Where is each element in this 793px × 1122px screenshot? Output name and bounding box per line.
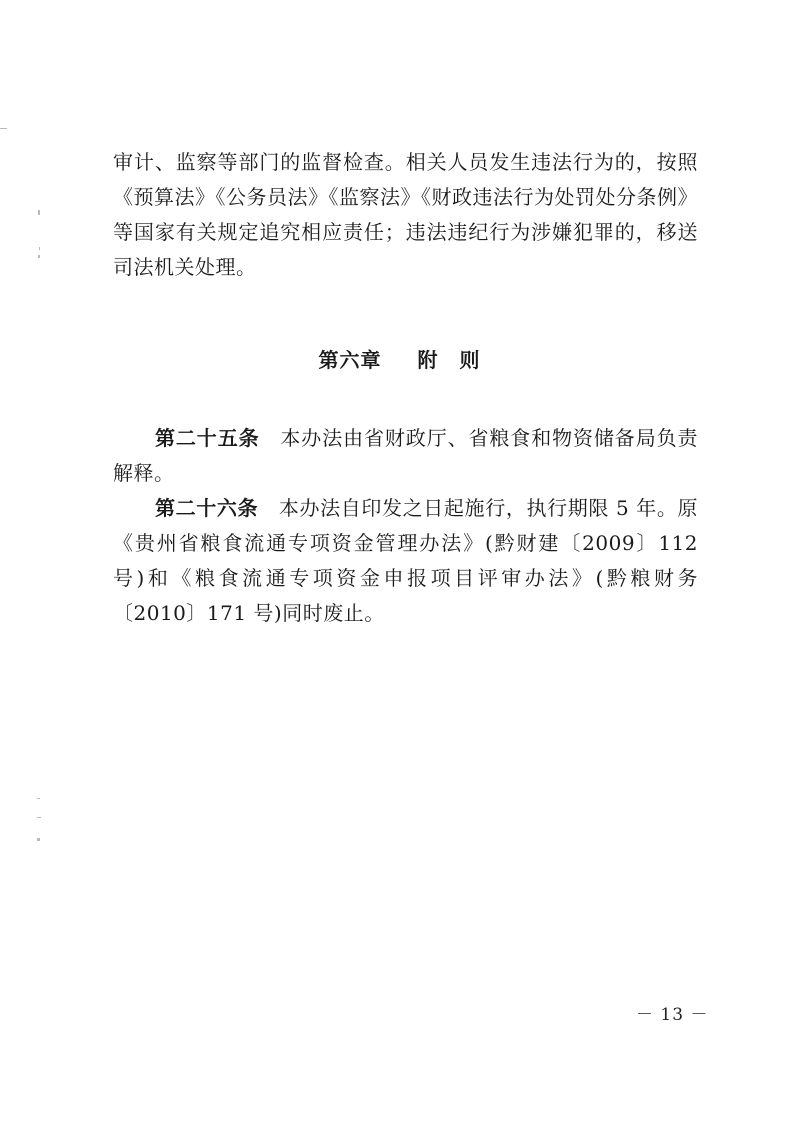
- article-text: 本办法自印发之日起施行，执行期限 5 年。原《贵州省粮食流通专项资金管理办法》(黔财建〔2009〕112 号)和《粮食流通专项资金申报项目评审办法》(黔粮财务〔2010〕171 号)同时废止。: [113, 496, 705, 625]
- chapter-number: 第六章: [318, 348, 382, 372]
- article-label: 第二十五条: [155, 426, 260, 450]
- continued-paragraph: 审计、监察等部门的监督检查。相关人员发生违法行为的，按照《预算法》《公务员法》《监察法》《财政违法行为处罚处分条例》等国家有关规定追究相应责任；违法违纪行为涉嫌犯罪的，移送司法机关处理。: [113, 150, 698, 279]
- chapter-heading: [0, 345, 793, 375]
- article-26: [113, 491, 705, 631]
- scan-mark: [37, 817, 41, 818]
- article-25: [113, 421, 698, 491]
- article-text: 本办法由省财政厅、省粮食和物资储备局负责解释。: [113, 426, 699, 485]
- scan-mark: [37, 798, 40, 799]
- scan-mark: [38, 255, 40, 258]
- article-label: 第二十六条: [155, 496, 259, 520]
- scan-mark: [37, 838, 40, 841]
- page-number: － 13 －: [636, 1005, 709, 1025]
- scan-mark: [39, 247, 40, 250]
- continued-paragraph-block: [113, 145, 698, 285]
- articles-block: [113, 421, 705, 631]
- scan-mark: [38, 210, 40, 215]
- scan-mark: [0, 128, 7, 129]
- chapter-title: 附 则: [417, 348, 481, 372]
